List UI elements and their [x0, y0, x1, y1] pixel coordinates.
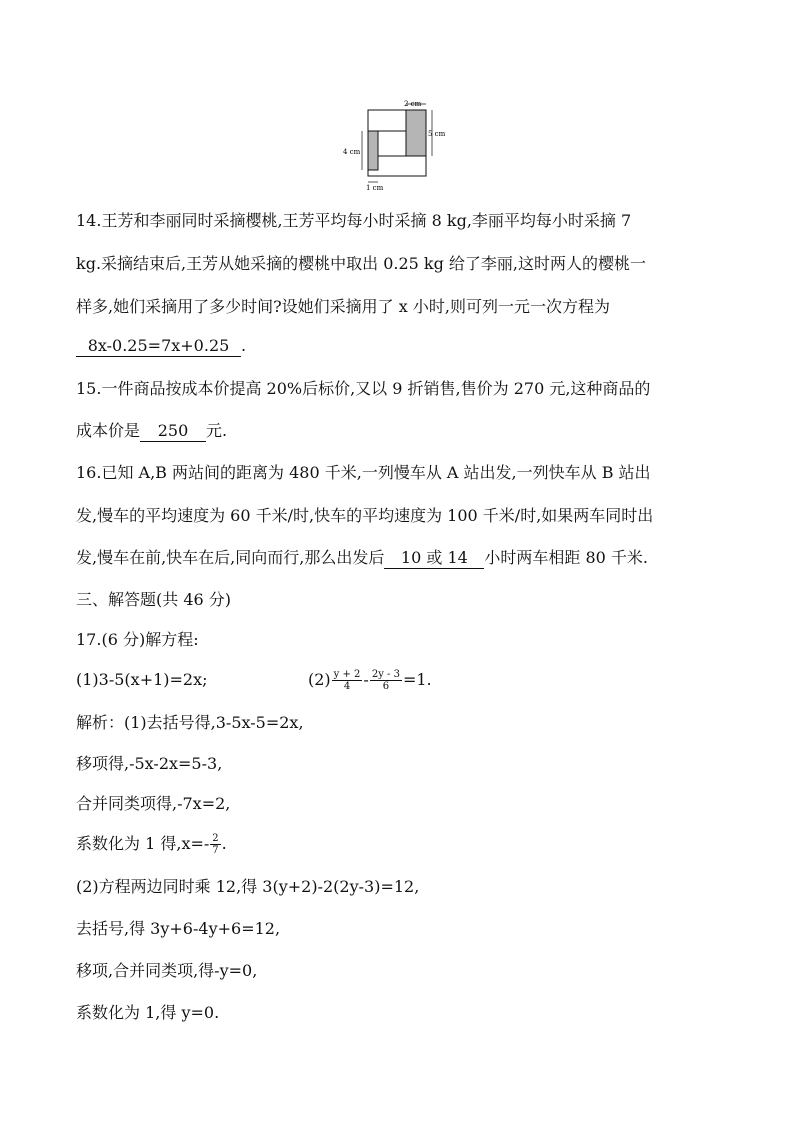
q17-sol7: 移项,合并同类项,得-y=0, [76, 961, 258, 980]
q16-suffix: 小时两车相距 80 千米. [484, 548, 648, 567]
q17-sol4-prefix: 系数化为 1 得,x=- [76, 834, 210, 853]
q17-sol4 [76, 830, 766, 858]
q15-suffix: 元. [206, 421, 228, 440]
section-title: 三、解答题(共 46 分) [76, 590, 232, 609]
q17-sol4-suffix: . [221, 834, 227, 853]
q15-answer: 250 [140, 421, 206, 442]
q17-part2 [308, 666, 608, 694]
q15-line2 [76, 421, 766, 442]
q14-line2: kg.采摘结束后,王芳从她采摘的樱桃中取出 0.25 kg 给了李丽,这时两人的樱桃一 [76, 254, 647, 273]
q17-sol4-fraction [210, 833, 220, 856]
q14-line3: 样多,她们采摘用了多少时间?设她们采摘用了 x 小时,则可列一元一次方程为 [76, 297, 610, 316]
q17-sol2: 移项得,-5x-2x=5-3, [76, 754, 223, 773]
q17-sol1: 解析：(1)去括号得,3-5x-5=2x, [76, 713, 304, 732]
q16-line3 [76, 548, 766, 569]
q17-fraction-2-den: 6 [382, 681, 390, 692]
q16-line1: 16.已知 A,B 两站间的距离为 480 千米,一列慢车从 A 站出发,一列快车从 B 站出 [76, 463, 651, 482]
q16-line2: 发,慢车的平均速度为 60 千米/时,快车的平均速度为 100 千米/时,如果两车同时出 [76, 506, 654, 525]
q17-sol4-den: 7 [212, 845, 219, 856]
q17-sol3: 合并同类项得,-7x=2, [76, 794, 231, 813]
label-2cm: 2 cm [404, 100, 422, 108]
q17-part2-prefix: (2) [308, 670, 331, 689]
label-1cm: 1 cm [366, 184, 384, 192]
label-4cm: 4 cm [343, 148, 361, 156]
q17-fraction-1 [332, 669, 363, 692]
q16-prefix: 发,慢车在前,快车在后,同向而行,那么出发后 [76, 548, 385, 567]
q14-end: . [241, 336, 247, 355]
q17-fraction-2-num: 2y - 3 [371, 669, 400, 680]
q17-part2-suffix: =1. [402, 670, 432, 689]
q17-sol5: (2)方程两边同时乘 12,得 3(y+2)-2(2y-3)=12, [76, 877, 420, 896]
q16-answer: 10 或 14 [384, 548, 484, 569]
q17-sol6: 去括号,得 3y+6-4y+6=12, [76, 919, 281, 938]
q17-title: 17.(6 分)解方程: [76, 630, 199, 649]
q17-fraction-2 [370, 669, 402, 692]
q15-prefix: 成本价是 [76, 421, 141, 440]
q17-fraction-1-num: y + 2 [333, 669, 361, 680]
q17-fraction-1-den: 4 [343, 681, 351, 692]
label-5cm: 5 cm [428, 130, 446, 138]
q17-minus: - [363, 670, 369, 689]
q15-line1: 15.一件商品按成本价提高 20%后标价,又以 9 折销售,售价为 270 元,这种商品的 [76, 379, 651, 398]
q17-part1: (1)3-5(x+1)=2x; [76, 670, 208, 689]
q17-sol8: 系数化为 1,得 y=0. [76, 1003, 220, 1022]
shaded-strip-right [406, 110, 426, 156]
q17-sol4-num: 2 [212, 833, 219, 844]
q14-answer: 8x-0.25=7x+0.25 [76, 336, 241, 357]
rectangle-figure [338, 98, 458, 193]
q14-line1: 14.王芳和李丽同时采摘樱桃,王芳平均每小时采摘 8 kg,李丽平均每小时采摘 7 [76, 211, 632, 230]
shaded-strip-left [368, 131, 378, 170]
q14-answer-line [76, 336, 766, 357]
